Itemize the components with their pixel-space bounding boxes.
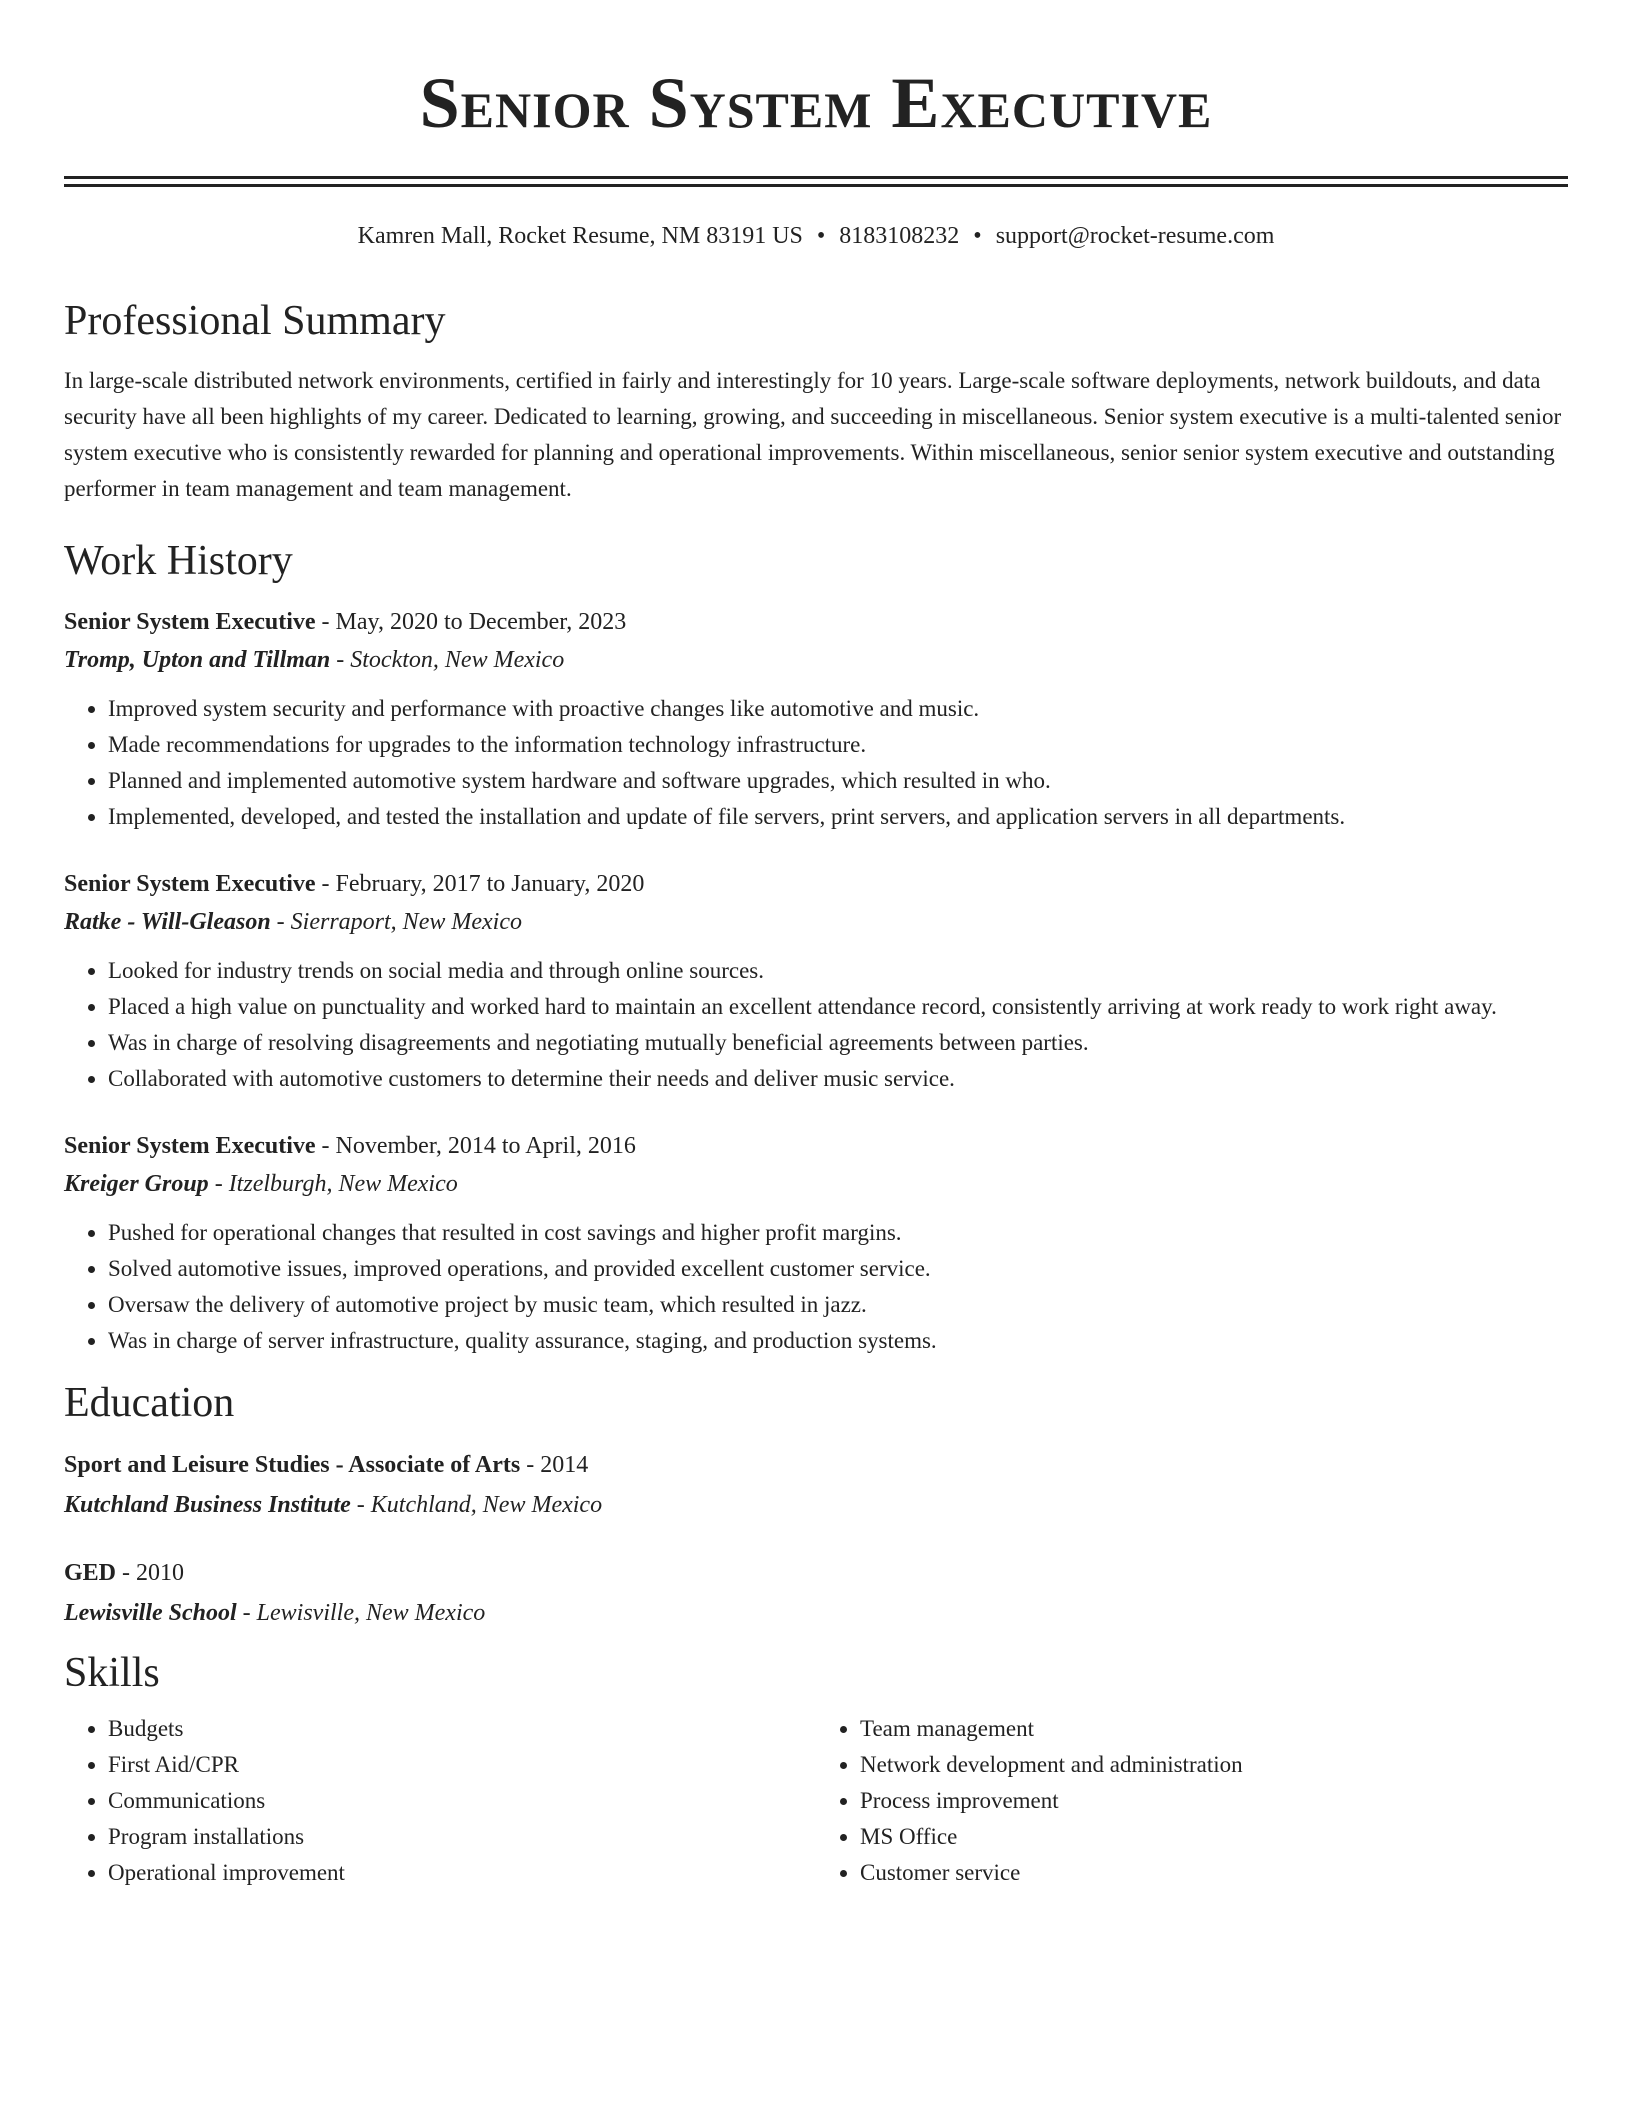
summary-heading: Professional Summary bbox=[64, 298, 446, 344]
work-history-section bbox=[64, 535, 1568, 1359]
job-bullet: • Solved automotive issues, improved operations, and provided excellent customer service. bbox=[108, 1251, 1568, 1287]
job-bullet: • Collaborated with automotive customers to determine their needs and deliver music service. bbox=[108, 1061, 1568, 1097]
job-header: Senior System Executive - May, 2020 to December, 2023 bbox=[64, 609, 627, 635]
job-bullet: • Placed a high value on punctuality and worked hard to maintain an excellent attendance record, consistently arriving at work ready to work right away. bbox=[108, 989, 1568, 1025]
job-bullet: • Looked for industry trends on social media and through online sources. bbox=[108, 953, 1568, 989]
education-location: Lewisville, New Mexico bbox=[256, 1600, 486, 1626]
skills-list-right bbox=[816, 1711, 1568, 1891]
skill-item: • Communications bbox=[108, 1783, 816, 1819]
job-bullet: • Planned and implemented automotive system hardware and software upgrades, which resulted in who. bbox=[108, 763, 1568, 799]
skills-list-left bbox=[64, 1711, 816, 1891]
contact-separator: • bbox=[973, 223, 982, 249]
job-company: Kreiger Group bbox=[64, 1171, 209, 1197]
job-header: Senior System Executive - November, 2014 to April, 2016 bbox=[64, 1133, 636, 1159]
job-dates: May, 2020 to December, 2023 bbox=[335, 609, 627, 635]
skill-item: • Operational improvement bbox=[108, 1855, 816, 1891]
education-school: Kutchland Business Institute bbox=[64, 1492, 351, 1518]
job-entry bbox=[64, 603, 1568, 835]
contact-phone[interactable]: 8183108232 bbox=[839, 223, 960, 249]
education-entry bbox=[64, 1553, 1568, 1633]
skill-item: • Budgets bbox=[108, 1711, 816, 1747]
education-header: GED - 2010 bbox=[64, 1560, 185, 1586]
resume-title: Senior System Executive bbox=[419, 63, 1213, 143]
education-institution: Kutchland Business Institute - Kutchland, New Mexico bbox=[64, 1492, 603, 1518]
job-bullets bbox=[64, 691, 1568, 835]
job-company: Ratke - Will-Gleason bbox=[64, 909, 271, 935]
skills-columns bbox=[64, 1711, 1568, 1891]
job-location: Sierraport, New Mexico bbox=[290, 909, 522, 935]
job-bullets bbox=[64, 953, 1568, 1097]
job-dates: November, 2014 to April, 2016 bbox=[335, 1133, 636, 1159]
job-header: Senior System Executive - February, 2017 to January, 2020 bbox=[64, 871, 645, 897]
contact-separator: • bbox=[816, 223, 826, 249]
job-bullet: • Made recommendations for upgrades to the information technology infrastructure. bbox=[108, 727, 1568, 763]
contact-line bbox=[64, 221, 1568, 251]
skills-heading: Skills bbox=[64, 1650, 160, 1696]
education-degree: Sport and Leisure Studies - Associate of Arts bbox=[64, 1452, 521, 1478]
skill-item: • Team management bbox=[860, 1711, 1568, 1747]
job-dates: February, 2017 to January, 2020 bbox=[335, 871, 645, 897]
skill-item: • MS Office bbox=[860, 1819, 1568, 1855]
job-employer: Ratke - Will-Gleason - Sierraport, New Mexico bbox=[64, 909, 522, 935]
job-bullet: • Was in charge of resolving disagreements and negotiating mutually beneficial agreements between parties. bbox=[108, 1025, 1568, 1061]
skills-section bbox=[64, 1647, 1568, 1891]
skill-item: • Customer service bbox=[860, 1855, 1568, 1891]
job-bullet: • Was in charge of server infrastructure, quality assurance, staging, and production systems. bbox=[108, 1323, 1568, 1359]
education-degree: GED bbox=[64, 1560, 117, 1586]
education-school: Lewisville School bbox=[64, 1600, 237, 1626]
summary-section bbox=[64, 295, 1568, 507]
job-entry bbox=[64, 1127, 1568, 1359]
title-divider bbox=[64, 176, 1568, 187]
skill-item: • Process improvement bbox=[860, 1783, 1568, 1819]
education-header: Sport and Leisure Studies - Associate of Arts - 2014 bbox=[64, 1452, 589, 1478]
job-bullet: • Pushed for operational changes that resulted in cost savings and higher profit margins. bbox=[108, 1215, 1568, 1251]
summary-text: In large-scale distributed network environments, certified in fairly and interestingly for 10 years. Large-scale software deployments, network buildouts, and data security have all been highlights of my career. Dedicated to learning, growing, and succeeding in miscellaneous. Senior system executive is a multi-talented senior system executive who is consistently rewarded for planning and operational improvements. Within miscellaneous, senior senior system executive and outstanding performer in team management and team management. bbox=[64, 368, 1562, 501]
work-history-heading: Work History bbox=[64, 538, 293, 584]
job-role: Senior System Executive bbox=[64, 609, 316, 635]
job-bullet: • Improved system security and performance with proactive changes like automotive and music. bbox=[108, 691, 1568, 727]
job-bullet: • Oversaw the delivery of automotive project by music team, which resulted in jazz. bbox=[108, 1287, 1568, 1323]
skill-item: • Program installations bbox=[108, 1819, 816, 1855]
education-entry bbox=[64, 1445, 1568, 1525]
job-location: Itzelburgh, New Mexico bbox=[228, 1171, 458, 1197]
contact-email[interactable]: support@rocket-resume.com bbox=[995, 223, 1275, 249]
education-year: 2010 bbox=[136, 1560, 185, 1586]
skill-item: • First Aid/CPR bbox=[108, 1747, 816, 1783]
job-employer: Kreiger Group - Itzelburgh, New Mexico bbox=[64, 1171, 458, 1197]
education-location: Kutchland, New Mexico bbox=[370, 1492, 603, 1518]
skill-item: • Network development and administration bbox=[860, 1747, 1568, 1783]
contact-address: Kamren Mall, Rocket Resume, NM 83191 US bbox=[357, 223, 803, 249]
job-employer: Tromp, Upton and Tillman - Stockton, New Mexico bbox=[64, 647, 565, 673]
job-location: Stockton, New Mexico bbox=[350, 647, 565, 673]
education-section bbox=[64, 1377, 1568, 1633]
job-role: Senior System Executive bbox=[64, 1133, 316, 1159]
education-institution: Lewisville School - Lewisville, New Mexico bbox=[64, 1600, 486, 1626]
job-bullets bbox=[64, 1215, 1568, 1359]
job-bullet: • Implemented, developed, and tested the installation and update of file servers, print servers, and application servers in all departments. bbox=[108, 799, 1568, 835]
job-company: Tromp, Upton and Tillman bbox=[64, 647, 331, 673]
education-year: 2014 bbox=[540, 1452, 589, 1478]
job-role: Senior System Executive bbox=[64, 871, 316, 897]
job-entry bbox=[64, 865, 1568, 1097]
education-heading: Education bbox=[64, 1380, 235, 1426]
